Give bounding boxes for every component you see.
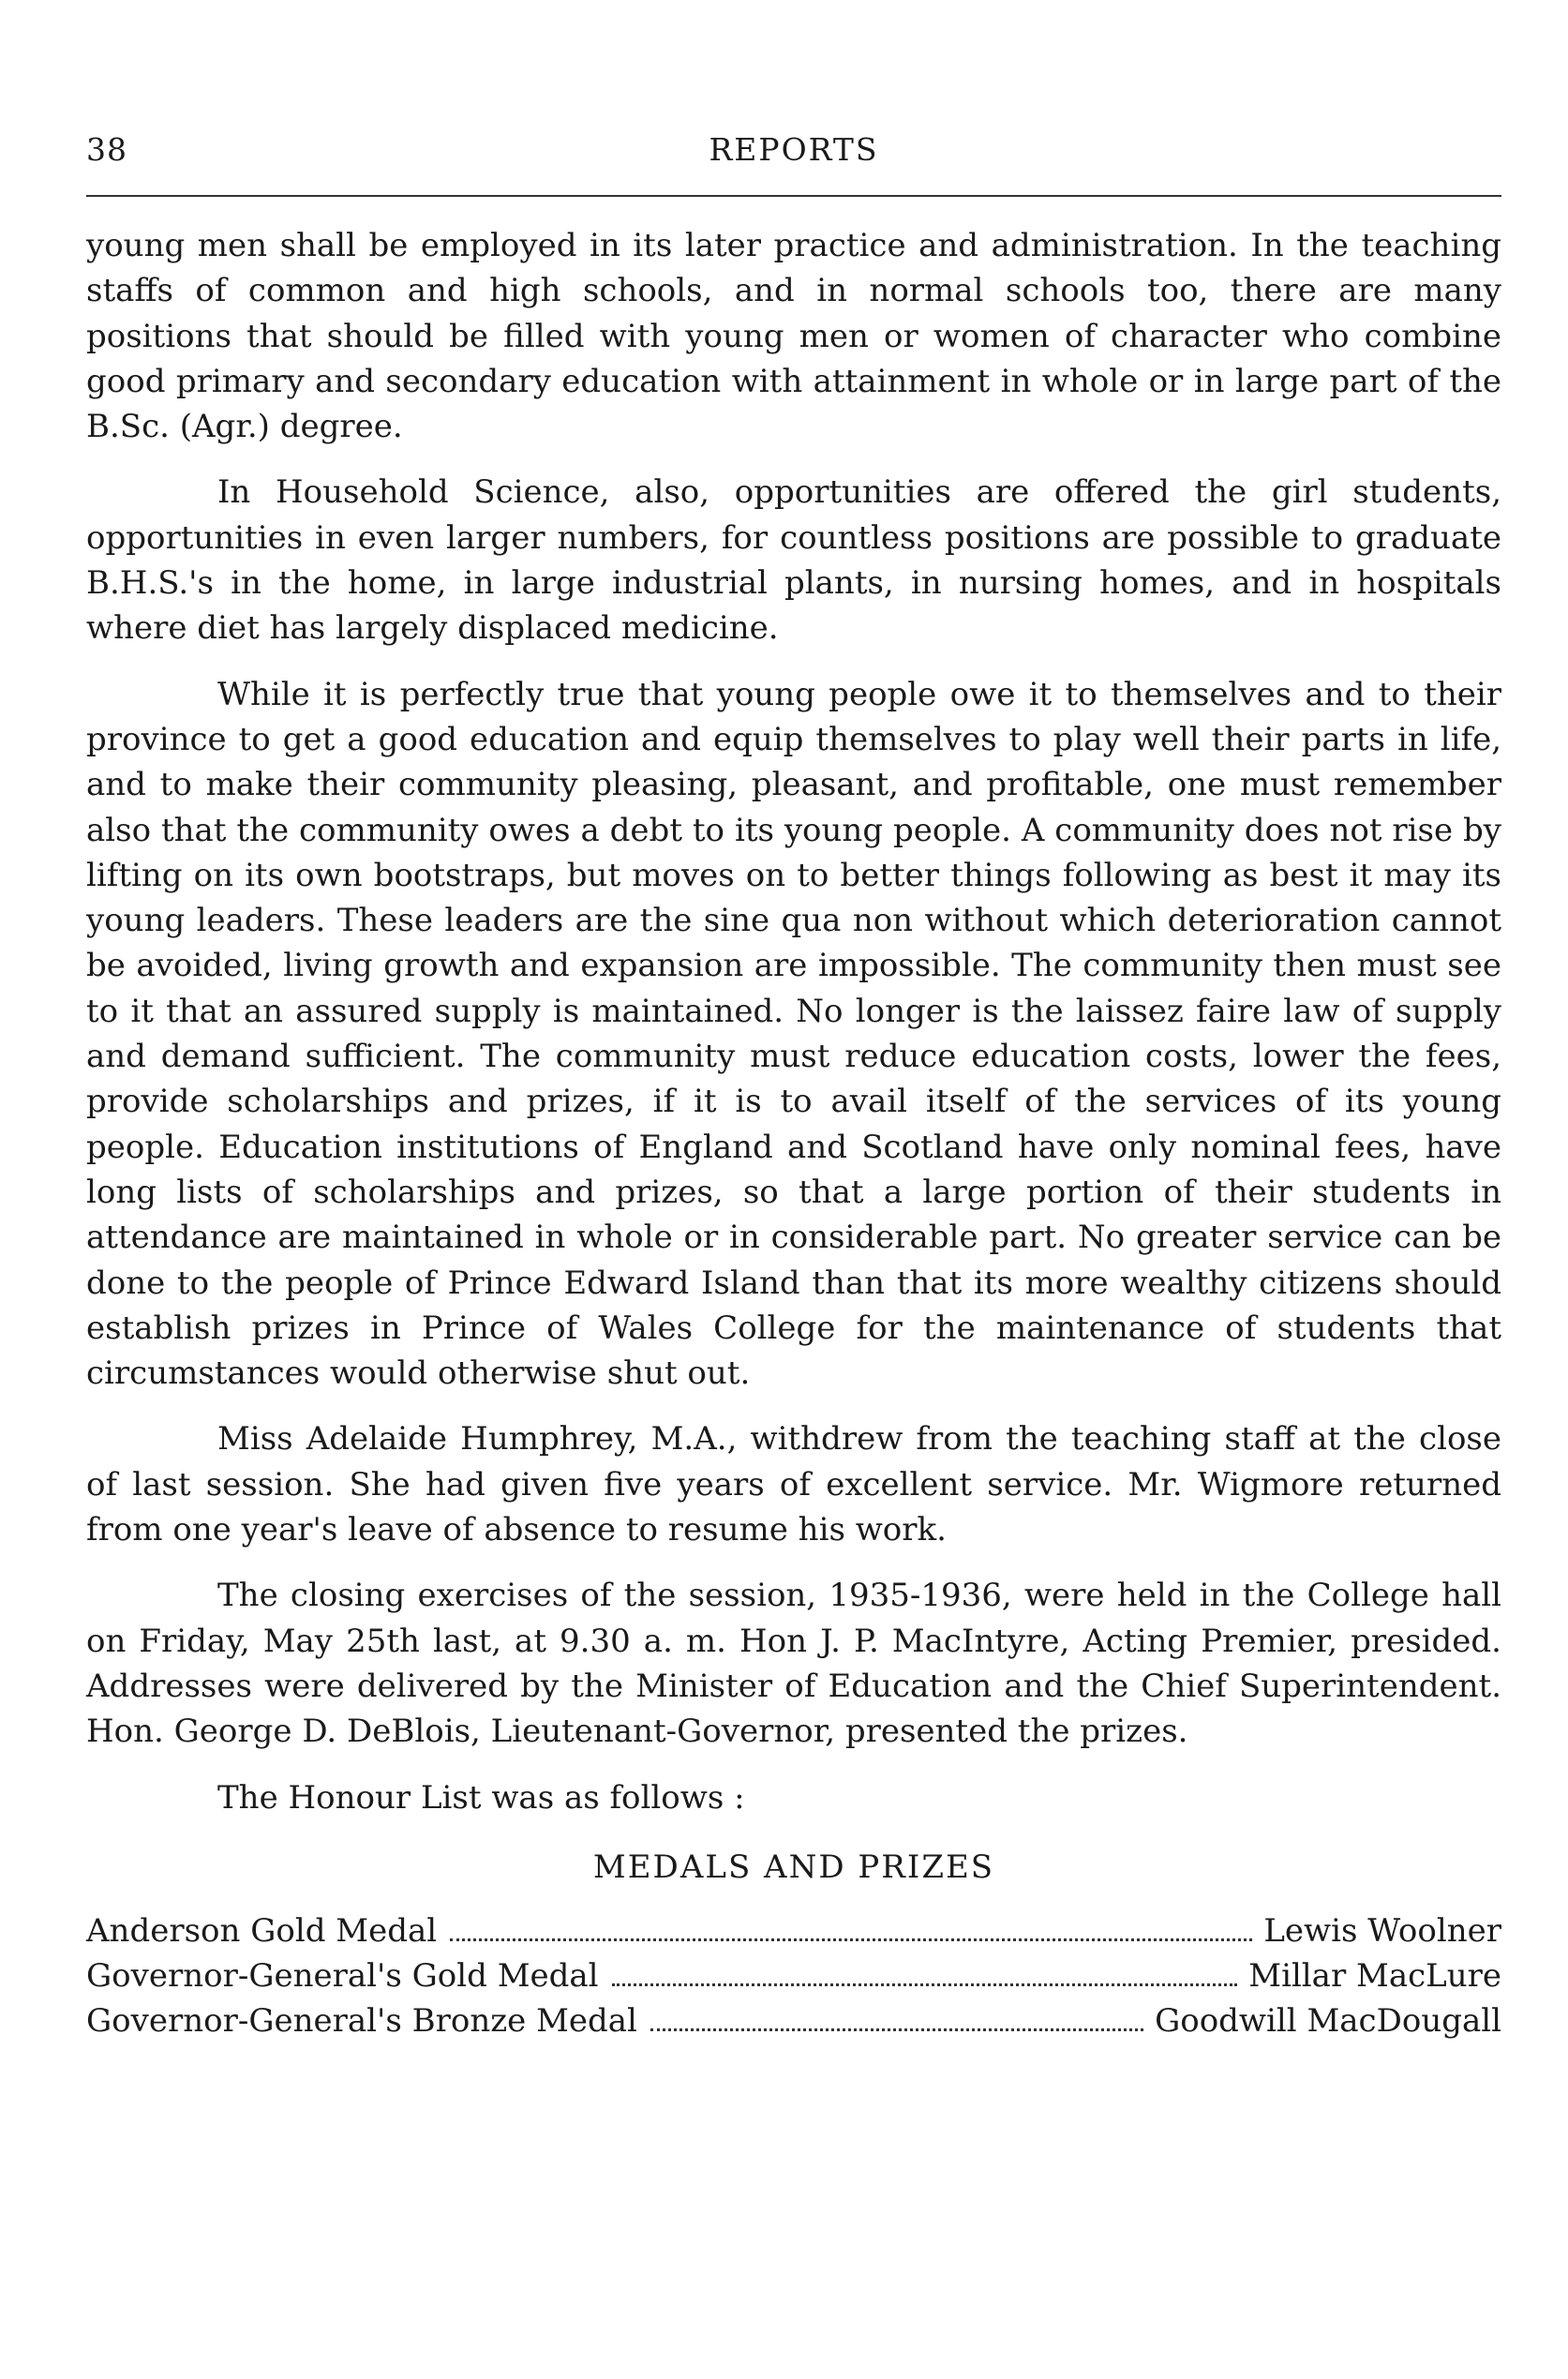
award-name: Anderson Gold Medal: [86, 1912, 438, 1951]
section-heading: MEDALS AND PRIZES: [592, 1848, 995, 1886]
paragraph: The closing exercises of the session, 1935-1936, were held in the College hall on Friday, May 25th last, at 9.30 a. m. Hon J. P. MacIntyre, Acting Premier, presided. Addresses were delivered by the Minister of Education and the Chief Superintendent. Hon. George D. DeBlois, Lieutenant-Governor, presented the prizes.: [86, 1577, 1501, 1751]
header-rule: [86, 195, 1501, 197]
paragraph: In Household Science, also, opportunities are offered the girl students, opportunities in even larger numbers, for countless positions are possible to graduate B.H.S.'s in the home, in large industrial plants, in nursing homes, and in hospitals where diet has largely displaced medicine.: [86, 473, 1501, 648]
page-header: [86, 131, 1501, 189]
prize-list: [86, 1908, 1501, 2043]
award-name: Governor-General's Gold Medal: [86, 1957, 599, 1996]
page-number: 38: [86, 131, 127, 168]
paragraph: The Honour List was as follows :: [217, 1778, 745, 1817]
award-winner: Goodwill MacDougall: [1155, 2002, 1501, 2041]
paragraph: young men shall be employed in its later practice and administration. In the teaching staffs of common and high schools, and in normal schools too, there are many positions that should be filled with young men or women of character who combine good primary and secondary education with attainment in whole or in large part of the B.Sc. (Agr.) degree.: [86, 227, 1501, 446]
paragraph: While it is perfectly true that young people owe it to themselves and to their province to get a good education and equip themselves to play well their parts in life, and to make their community pleasing, pleasant, and profitable, one must remember also that the community owes a debt to its young people. A community does not rise by lifting on its own bootstraps, but moves on to better things following as best it may its young leaders. These leaders are the sine qua non without which deterioration cannot be avoided, living growth and expansion are impossible. The community then must see to it that an assured supply is maintained. No longer is the laissez faire law of supply and demand sufficient. The community must reduce education costs, lower the fees, provide scholarships and prizes, if it is to avail itself of the services of its young people. Education institutions of England and Scotland have only nominal fees, have long lists of scholarships and prizes, so that a large portion of their students in attendance are maintained in whole or in considerable part. No greater service can be done to the people of Prince Edward Island than that its more wealthy citizens should establish prizes in Prince of Wales College for the maintenance of students that circumstances would otherwise shut out.: [86, 675, 1501, 1393]
dot-leader: [612, 1983, 1238, 1986]
dot-leader: [650, 2028, 1143, 2031]
list-item: [86, 1908, 1501, 1953]
body-text: [86, 223, 1501, 2043]
award-name: Governor-General's Bronze Medal: [86, 2002, 637, 2041]
page: [86, 131, 1501, 2041]
award-winner: Millar MacLure: [1248, 1957, 1501, 1996]
running-title: REPORTS: [709, 131, 879, 168]
list-item: [86, 1953, 1501, 1998]
paragraph: Miss Adelaide Humphrey, M.A., withdrew from the teaching staff at the close of last session. She had given five years of excellent service. Mr. Wigmore returned from one year's leave of absence to resume his work.: [86, 1420, 1501, 1549]
dot-leader: [450, 1938, 1252, 1941]
award-winner: Lewis Woolner: [1263, 1912, 1501, 1951]
list-item: [86, 1998, 1501, 2043]
